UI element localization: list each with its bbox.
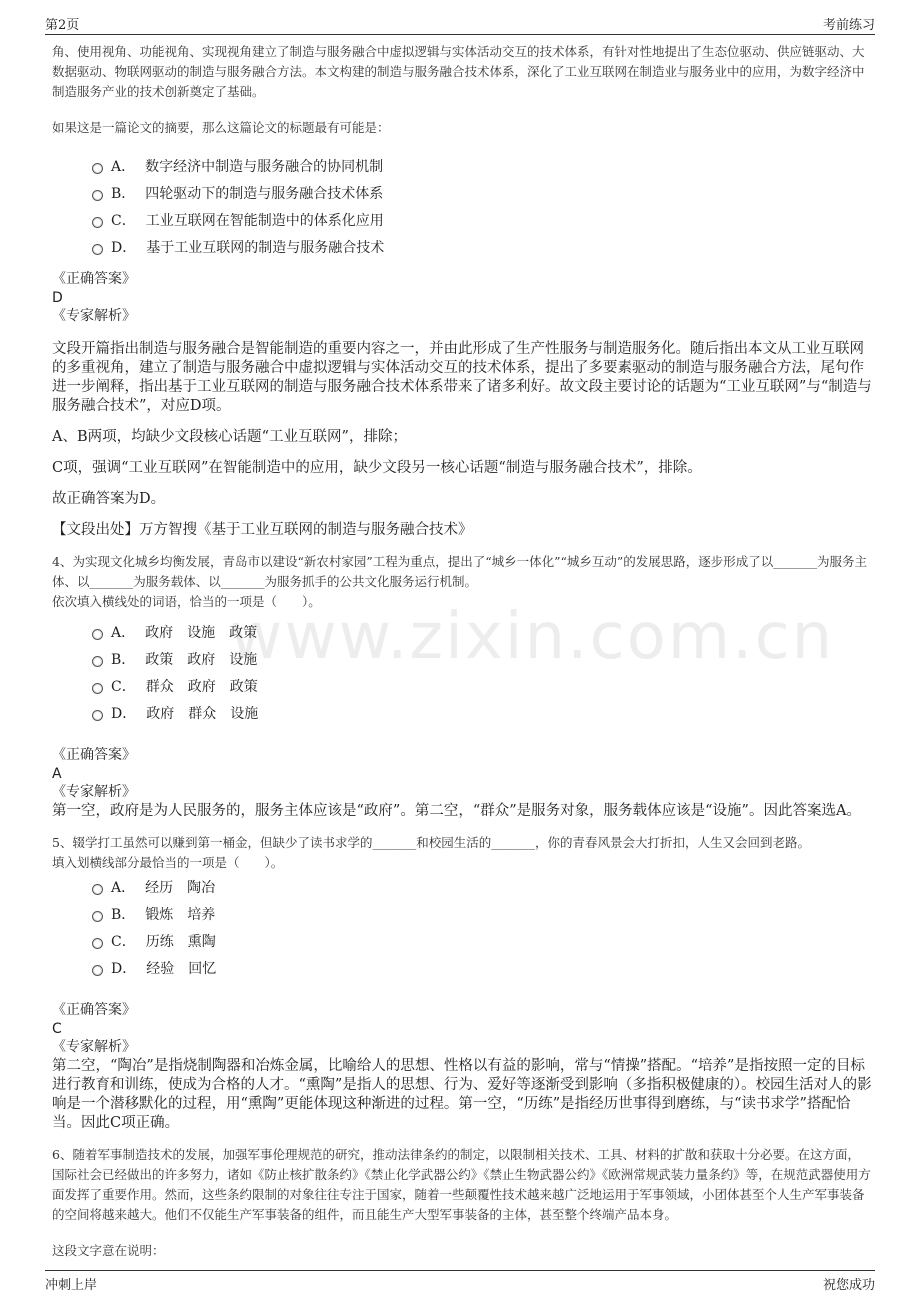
q3-answer: D [52,290,63,306]
q5-option-c[interactable]: C． 历练 熏陶 [92,927,872,954]
radio-icon[interactable] [92,656,103,667]
radio-icon[interactable] [92,190,103,201]
q3-option-a[interactable]: A． 数字经济中制造与服务融合的协同机制 [92,152,872,179]
header-title: 考前练习 [822,18,875,33]
q3-source: 【文段出处】万方智搜《基于工业互联网的制造与服务融合技术》 [52,522,473,538]
radio-icon[interactable] [92,911,103,922]
q3-option-c[interactable]: C． 工业互联网在智能制造中的体系化应用 [92,206,872,233]
q4-stem: 4、为实现文化城乡均衡发展，青岛市以建设“新农村家园”工程为重点，提出了“城乡一体化”“城乡互动”的发展思路，逐步形成了以_______为服务主体、以_______为服务载体、以_______为服务抓手的公共文化服务运行机制。 [52,554,868,589]
q3-options [92,152,872,260]
q3-analysis-para-2: A、B两项，均缺少文段核心话题“工业互联网”，排除； [52,429,407,445]
page-header [45,12,875,35]
q4-answer: A [52,766,62,782]
footer-left-text: 冲刺上岸 [45,1278,98,1293]
radio-icon[interactable] [92,965,103,976]
radio-icon[interactable] [92,217,103,228]
radio-icon[interactable] [92,884,103,895]
q4-option-b[interactable]: B． 政策 政府 设施 [92,645,872,672]
watermark: www.zixin.com.cn [230,600,835,674]
q3-analysis-label: 《专家解析》 [52,308,136,324]
q5-option-d[interactable]: D． 经验 回忆 [92,954,872,981]
q4-analysis-label: 《专家解析》 [52,784,136,800]
q3-analysis-para-4: 故正确答案为D。 [52,491,166,507]
q5-analysis-label: 《专家解析》 [52,1039,136,1055]
q3-passage: 角、使用视角、功能视角、实现视角建立了制造与服务融合中虚拟逻辑与实体活动交互的技术体系，有针对性地提出了生态位驱动、供应链驱动、大数据驱动、物联网驱动的制造与服务融合方法。本文构建的制造与服务融合技术体系，深化了工业互联网在制造业与服务业中的应用，为数字经济中制造服务产业的技术创新奠定了基础。 [52,44,865,99]
q4-option-d[interactable]: D． 政府 群众 设施 [92,699,872,726]
page-number: 第2页 [45,18,80,33]
q3-analysis-para-3: C项，强调“工业互联网”在智能制造中的应用，缺少文段另一核心话题“制造与服务融合技术”，排除。 [52,460,702,476]
q3-option-d[interactable]: D． 基于工业互联网的制造与服务融合技术 [92,233,872,260]
radio-icon[interactable] [92,163,103,174]
radio-icon[interactable] [92,629,103,640]
q3-answer-label: 《正确答案》 [52,271,136,287]
q4-option-a[interactable]: A． 政府 设施 政策 [92,618,872,645]
radio-icon[interactable] [92,938,103,949]
q5-prompt: 填入划横线部分最恰当的一项是（ ）。 [52,855,284,870]
q5-answer: C [52,1021,62,1037]
q4-answer-label: 《正确答案》 [52,747,136,763]
radio-icon[interactable] [92,710,103,721]
q6-prompt: 这段文字意在说明： [52,1243,165,1258]
q3-analysis-para-1: 文段开篇指出制造与服务融合是智能制造的重要内容之一，并由此形成了生产性服务与制造服务化。随后指出本文从工业互联网的多重视角，建立了制造与服务融合中虚拟逻辑与实体活动交互的技术体系，提出了多要素驱动的制造与服务融合方法，尾句作进一步阐释，指出基于工业互联网的制造与服务融合技术体系带来了诸多利好。故文段主要讨论的话题为“工业互联网”与“制造与服务融合技术”，对应D项。 [52,341,872,414]
footer-right-text: 祝您成功 [822,1278,875,1293]
page-footer [45,1270,875,1295]
q5-options [92,873,872,981]
q3-prompt: 如果这是一篇论文的摘要，那么这篇论文的标题最有可能是： [52,120,390,135]
q5-stem: 5、辍学打工虽然可以赚到第一桶金，但缺少了读书求学的_______和校园生活的_______，你的青春风景会大打折扣，人生又会回到老路。 [52,835,810,850]
radio-icon[interactable] [92,683,103,694]
q5-answer-label: 《正确答案》 [52,1002,136,1018]
q5-option-a[interactable]: A． 经历 陶冶 [92,873,872,900]
q4-options [92,618,872,726]
q5-option-b[interactable]: B． 锻炼 培养 [92,900,872,927]
q6-stem: 6、随着军事制造技术的发展，加强军事伦理规范的研究，推动法律条约的制定，以限制相关技术、工具、材料的扩散和获取十分必要。在这方面，国际社会已经做出的许多努力，诸如《防止核扩散条约》《禁止化学武器公约》《禁止生物武器公约》《欧洲常规武装力量条约》等，在规范武器使用方面发挥了重要作用。然而，这些条约限制的对象往往专注于国家，随着一些颠覆性技术越来越广泛地运用于军事领域，小团体甚至个人生产军事装备的空间将越来越大。他们不仅能生产军事装备的组件，而且能生产大型军事装备的主体，甚至整个终端产品本身。 [52,1147,871,1222]
document-body [52,42,872,1261]
q5-analysis: 第二空，“陶冶”是指烧制陶器和冶炼金属，比喻给人的思想、性格以有益的影响，常与“情操”搭配。“培养”是指按照一定的目标进行教育和训练，使成为合格的人才。“熏陶”是指人的思想、行为、爱好等逐渐受到影响（多指积极健康的）。校园生活对人的影响是一个潜移默化的过程，用“熏陶”更能体现这种渐进的过程。第一空，“历练”是指经历世事得到磨练，与“读书求学”搭配恰当。因此C项正确。 [52,1058,872,1131]
q4-prompt: 依次填入横线处的词语，恰当的一项是（ ）。 [52,594,321,609]
q4-analysis: 第一空，政府是为人民服务的，服务主体应该是“政府”。第二空，“群众”是服务对象，服务载体应该是“设施”。因此答案选A。 [52,803,861,819]
radio-icon[interactable] [92,244,103,255]
q4-option-c[interactable]: C． 群众 政府 政策 [92,672,872,699]
q3-option-b[interactable]: B． 四轮驱动下的制造与服务融合技术体系 [92,179,872,206]
